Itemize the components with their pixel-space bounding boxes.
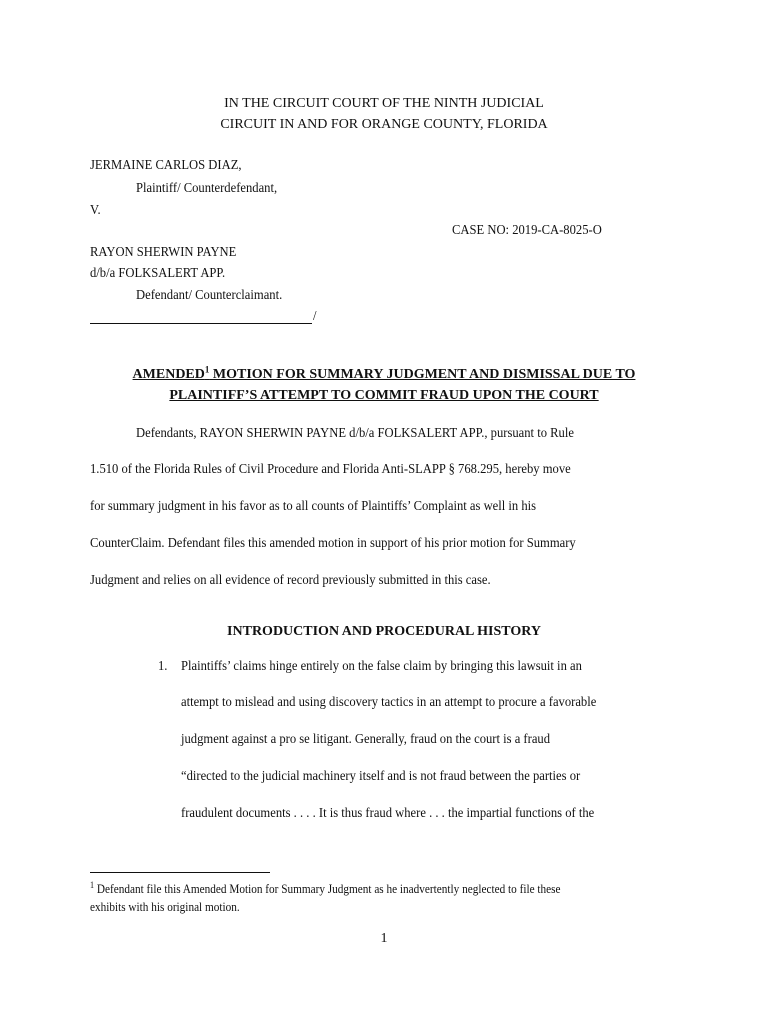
defendant-role: Defendant/ Counterclaimant. <box>136 288 283 303</box>
item-1-line-5: fraudulent documents . . . . It is thus fraud where . . . the impartial functions of the <box>181 806 595 821</box>
section-heading: INTRODUCTION AND PROCEDURAL HISTORY <box>227 624 541 639</box>
case-number: CASE NO: 2019-CA-8025-O <box>452 223 602 238</box>
item-1-line-4: “directed to the judicial machinery itself and is not fraud between the parties or <box>181 769 581 784</box>
intro-line-4: CounterClaim. Defendant files this amended motion in support of his prior motion for Summary <box>90 536 576 551</box>
item-1-line-3: judgment against a pro se litigant. Generally, fraud on the court is a fraud <box>181 732 551 747</box>
plaintiff-name: JERMAINE CARLOS DIAZ, <box>90 158 242 173</box>
court-header-line-1: IN THE CIRCUIT COURT OF THE NINTH JUDICIAL <box>224 96 544 111</box>
footnote-marker: 1 <box>90 879 95 890</box>
court-header-line-2: CIRCUIT IN AND FOR ORANGE COUNTY, FLORIDA <box>220 117 548 132</box>
footnote-line-2: exhibits with his original motion. <box>90 900 240 914</box>
footnote-separator <box>90 872 270 873</box>
title-line-1-rest: MOTION FOR SUMMARY JUDGMENT AND DISMISSAL DUE TO <box>209 367 636 382</box>
item-1-line-2: attempt to mislead and using discovery tactics in an attempt to procure a favorable <box>181 695 597 710</box>
intro-line-1: Defendants, RAYON SHERWIN PAYNE d/b/a FOLKSALERT APP., pursuant to Rule <box>136 426 574 441</box>
defendant-dba: d/b/a FOLKSALERT APP. <box>90 266 226 281</box>
versus: V. <box>90 203 101 218</box>
title-footnote-marker: 1 <box>204 364 210 375</box>
page-number: 1 <box>380 931 388 946</box>
motion-title-line-1 <box>0 366 768 384</box>
intro-line-2: 1.510 of the Florida Rules of Civil Procedure and Florida Anti-SLAPP § 768.295, hereby move <box>90 462 571 477</box>
footnote-line-1 <box>90 881 561 898</box>
intro-line-3: for summary judgment in his favor as to all counts of Plaintiffs’ Complaint as well in his <box>90 499 537 514</box>
title-amended: AMENDED <box>132 367 205 382</box>
caption-slash: / <box>313 309 317 324</box>
intro-line-5: Judgment and relies on all evidence of record previously submitted in this case. <box>90 573 491 588</box>
defendant-name: RAYON SHERWIN PAYNE <box>90 245 237 260</box>
item-1-line-1: Plaintiffs’ claims hinge entirely on the false claim by bringing this lawsuit in an <box>181 659 582 674</box>
item-1-number: 1. <box>158 659 168 674</box>
motion-title-line-2: PLAINTIFF’S ATTEMPT TO COMMIT FRAUD UPON THE COURT <box>169 388 599 403</box>
footnote-text-1: Defendant file this Amended Motion for Summary Judgment as he inadvertently neglected to file these <box>94 882 561 896</box>
plaintiff-role: Plaintiff/ Counterdefendant, <box>136 181 278 196</box>
caption-signature-rule <box>90 323 312 324</box>
